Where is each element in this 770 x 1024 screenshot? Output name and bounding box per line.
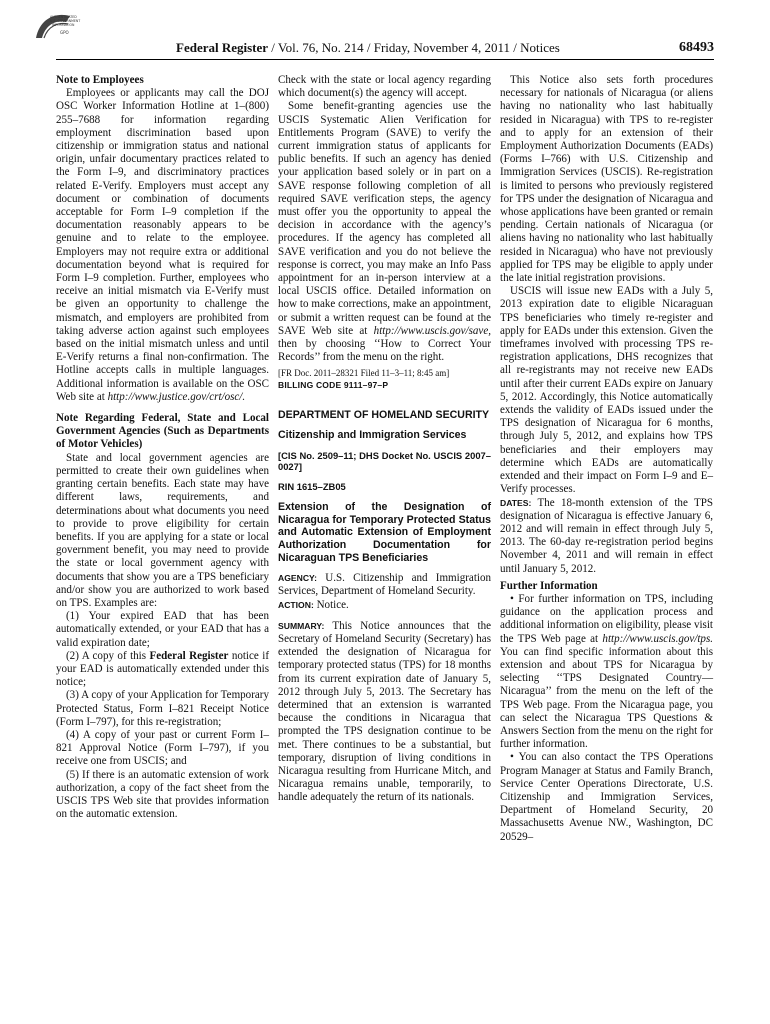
paragraph: Some benefit-granting agencies use the USCIS Systematic Alien Verification for Entitlements Program (SAVE) to verify the current immigration status of applicants for public benefits. If such an agency has denied your application based solely or in part on a SAVE response following completion of all required SAVE verification steps, the agency must offer you the opportunity to appeal the decision in accordance with the agency’s procedures. If the agency has completed all SAVE verification and you do not believe the response is correct, you may make an Info Pass appointment for an in-person interview at a local USCIS office. Detailed information on how to make corrections, make an appointment, or submit a written request can be found at the SAVE Web site at http://www.uscis.gov/save, then by choosing ‘‘How to Correct Your Records’’ from the menu on the right. xyxy=(278,100,491,364)
svg-text:INFORMATION: INFORMATION xyxy=(52,23,75,27)
agency-line: AGENCY: U.S. Citizenship and Immigration Services, Department of Homeland Security. xyxy=(278,572,491,598)
paragraph-text: Employees or applicants may call the DOJ OSC Worker Information Hotline at 1–(800) 255–7688 for information regarding employment discrimination based upon citizenship or immigration status and national origin, unfair documentary practices related to the Form I–9, and discriminatory practices related E-Verify. Employers must accept any document or combination of documents acceptable for Form I–9 completion if the documentation reasonably appears to be genuine and to relate to the employee. Employers may not require extra or additional documentation beyond what is required for Form I–9 completion. Further, employees who receive an initial mismatch via E-Verify must be given an opportunity to challenge the mismatch, and employers are prohibited from taking adverse action against such employees based on the initial mismatch unless and until E-Verify returns a final non-confirmation. The Hotline accepts calls in multiple languages. Additional information is available on the OSC Web site at xyxy=(56,87,269,403)
page-header xyxy=(56,40,714,60)
dates-label: DATES: xyxy=(500,497,532,508)
journal-title: Federal Register xyxy=(176,40,269,55)
paragraph xyxy=(56,87,269,404)
running-head xyxy=(176,40,560,56)
svg-text:AUTHENTICATED: AUTHENTICATED xyxy=(50,15,77,19)
svg-text:GPO: GPO xyxy=(60,30,69,35)
paragraph: State and local government agencies are permitted to create their own guidelines when granting certain benefits. Each state may have different laws, requirements, and determinations about what documents you need to provide to prove eligibility for certain benefits. If you are applying for a state or local government benefit, you may need to provide the state or local government agency with documents that show you are a TPS beneficiary and/or show you are authorized to work based on TPS. Examples are: xyxy=(56,451,269,609)
note-to-employees-heading: Note to Employees xyxy=(56,74,144,86)
action-line: ACTION: Notice. xyxy=(278,598,349,611)
svg-text:U.S. GOVERNMENT: U.S. GOVERNMENT xyxy=(50,19,81,23)
issue-info: / Vol. 76, No. 214 / Friday, November 4, 2011 / Notices xyxy=(268,40,560,55)
agency-subheading: Citizenship and Immigration Services xyxy=(278,429,467,442)
further-information-heading: Further Information xyxy=(500,579,598,592)
list-item: (3) A copy of your Application for Temporary Protected Status, Form I–821 Receipt Notice (Form I–797), for this re-registration; xyxy=(56,689,269,728)
page-number: 68493 xyxy=(679,40,714,55)
notice-title: Extension of the Designation of Nicaragua for Temporary Protected Status and Automatic Extension of Employment Authorization Documentation for Nicaraguan TPS Beneficiaries xyxy=(278,501,491,564)
osc-link[interactable]: http://www.justice.gov/crt/osc/. xyxy=(107,390,246,403)
column-1 xyxy=(56,74,269,821)
header-rule xyxy=(56,59,714,60)
paragraph: USCIS will issue new EADs with a July 5, 2013 expiration date to eligible Nicaraguan TPS beneficiaries who timely re-register and apply for EADs under this extension. Given the timeframes involved with processing TPS re-registration applications, DHS recognizes that all re-registrants may not receive new EADs until after their current EADs expire on January 5, 2012. Accordingly, this Notice automatically extends the validity of EADs issued under the TPS designation of Nicaragua for 6 months, through July 5, 2012, and explains how TPS beneficiaries and their employers may determine which EADs are automatically extended and their impact on Form I–9 and E–Verify processes. xyxy=(500,285,713,496)
gpo-authenticated-seal xyxy=(30,8,86,44)
list-item: (4) A copy of your past or current Form I–821 Approval Notice (Form I–797), if you receive one from USCIS; and xyxy=(56,728,269,768)
billing-code: BILLING CODE 9111–97–P xyxy=(278,380,389,391)
list-item: (5) If there is an automatic extension of work authorization, a copy of the fact sheet from the USCIS TPS Web site that provides information on the automatic extension. xyxy=(56,768,269,821)
save-link[interactable]: http://www.uscis.gov/save, xyxy=(373,324,491,337)
action-label: ACTION: xyxy=(278,599,314,610)
gpo-seal-icon xyxy=(30,8,86,44)
summary-paragraph: SUMMARY: This Notice announces that the Secretary of Homeland Security (Secretary) has extended the designation of Nicaragua for temporary protected status (TPS) for 18 months from its current expiration date of January 5, 2012 through July 5, 2013. The Secretary has determined that an extension is warranted because the conditions in Nicaragua that prompted the TPS designation continue to be met. There continues to be a substantial, but temporary, disruption of living conditions in Nicaragua resulting from Hurricane Mitch, and Nicaragua remains unable, temporarily, to handle adequately the return of its nationals. xyxy=(278,619,491,804)
department-heading: DEPARTMENT OF HOMELAND SECURITY xyxy=(278,408,490,421)
docket-number: [CIS No. 2509–11; DHS Docket No. USCIS 2007–0027] xyxy=(278,449,491,473)
bullet-item: • You can also contact the TPS Operations Program Manager at Status and Family Branch, Service Center Operations Directorate, U.S. Citizenship and Immigration Services, Department of Homeland Security, 20 Massachusetts Avenue NW., Washington, DC 20529– xyxy=(500,751,713,843)
column-2 xyxy=(278,74,491,805)
rin-number: RIN 1615–ZB05 xyxy=(278,480,346,492)
list-item: (1) Your expired EAD that has been automatically extended, or your EAD that has a valid expiration date; xyxy=(56,610,269,649)
column-3 xyxy=(500,74,713,844)
fr-doc-line: [FR Doc. 2011–28321 Filed 11–3–11; 8:45 am] xyxy=(278,368,450,379)
paragraph: Check with the state or local agency regarding which document(s) the agency will accept. xyxy=(278,74,491,100)
summary-label: SUMMARY: xyxy=(278,620,325,631)
note-agencies-heading: Note Regarding Federal, State and Local Government Agencies (Such as Departments of Motor Vehicles) xyxy=(56,412,269,451)
agency-label: AGENCY: xyxy=(278,573,317,584)
list-item: (2) A copy of this Federal Register notice if your EAD is automatically extended under this notice; xyxy=(56,649,269,689)
dates-paragraph: DATES: The 18-month extension of the TPS designation of Nicaragua is effective January 6, 2012 and will remain in effect through July 5, 2013. The 60-day re-registration period begins November 4, 2011 and will remain in effect until January 5, 2012. xyxy=(500,496,713,575)
paragraph: This Notice also sets forth procedures necessary for nationals of Nicaragua (or aliens having no nationality who last habitually resided in Nicaragua) with TPS to re-register and to apply for an extension of their Employment Authorization Documents (EADs) (Forms I–766) with U.S. Citizenship and Immigration Services (USCIS). Re-registration is limited to persons who previously registered for TPS under the designation of Nicaragua and whose applications have been granted or remain pending. Certain nationals of Nicaragua (or aliens having no nationality who last habitually resided in Nicaragua) who have not previously applied for TPS may be eligible to apply under the late initial registration provisions. xyxy=(500,74,713,285)
bullet-item: • For further information on TPS, including guidance on the application process and additional information on eligibility, please visit the TPS Web page at http://www.uscis.gov/tps. You can find specific information about this extension and about TPS for Nicaragua by selecting ‘‘TPS Designated Country—Nicaragua’’ from the menu on the left of the TPS Web page. From the Nicaragua page, you can select the Nicaragua TPS Questions & Answers Section from the menu on the right for further information. xyxy=(500,592,713,751)
tps-link[interactable]: http://www.uscis.gov/tps. xyxy=(602,632,713,645)
